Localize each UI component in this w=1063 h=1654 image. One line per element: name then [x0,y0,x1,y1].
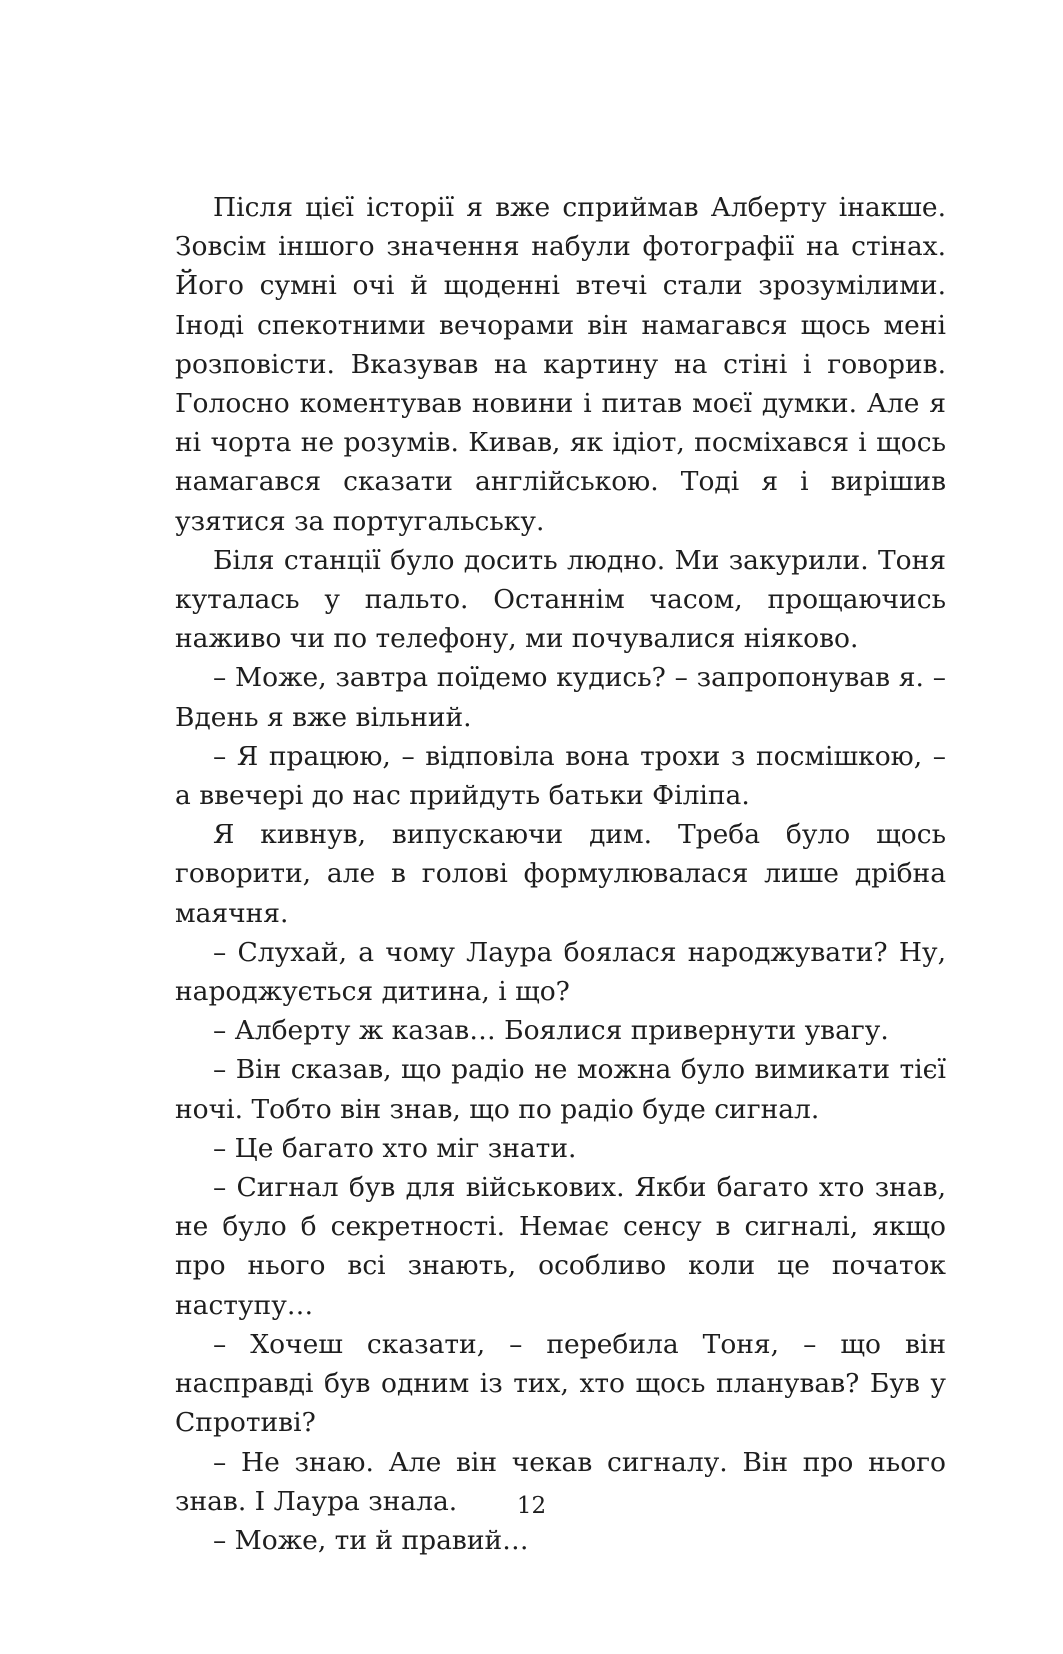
dialogue-line: – Хочеш сказати, – перебила Тоня, – що він насправді був одним із тих, хто щось планував? Був у Спротиві? [175,1328,946,1439]
dialogue-line: – Може, ти й правий… [213,1524,529,1556]
dialogue-line: – Я працюю, – відповіла вона трохи з посмішкою, – а ввечері до нас прийдуть батьки Філіпа. [175,740,946,812]
paragraph: Я кивнув, випускаючи дим. Треба було щось говорити, але в голові формулювалася лише дрібна маячня. [175,819,946,929]
paragraph: Біля станції було досить людно. Ми закурили. Тоня куталась у пальто. Останнім часом, прощаючись наживо чи по телефону, ми почувалися ніяково. [175,544,946,655]
dialogue-line: – Це багато хто міг знати. [213,1132,577,1164]
paragraph: Після цієї історії я вже сприймав Алберту інакше. Зовсім іншого значення набули фотографії на стінах. Його сумні очі й щоденні втечі стали зрозумілими. Іноді спекотними вечорами він намагався щось мені розповісти. Вказував на картину на стіні і говорив. Голосно коментував новини і питав моєї думки. Але я ні чорта не розумів. Кивав, як ідіот, посміхався і щось намагався сказати англійською. Тоді я і вирішив узятися за португальську. [175,192,946,537]
dialogue-line: – Алберту ж казав… Боялися привернути увагу. [213,1015,889,1047]
dialogue-line: – Не знаю. Але він чекав сигналу. Він про нього знав. І Лаура знала. [175,1446,946,1517]
dialogue-line: – Він сказав, що радіо не можна було вимикати тієї ночі. Тобто він знав, що по радіо буде сигнал. [175,1054,946,1125]
body-text [175,188,946,1560]
page-number: 12 [516,1493,547,1519]
dialogue-line: – Слухай, а чому Лаура боялася народжувати? Ну, народжується дитина, і що? [175,936,946,1008]
dialogue-line: – Сигнал був для військових. Якби багато хто знав, не було б секретності. Немає сенсу в сигналі, якщо про нього всі знають, особливо коли це початок наступу… [175,1172,946,1321]
dialogue-line: – Може, завтра поїдемо кудись? – запропонував я. – Вдень я вже вільний. [175,662,946,733]
